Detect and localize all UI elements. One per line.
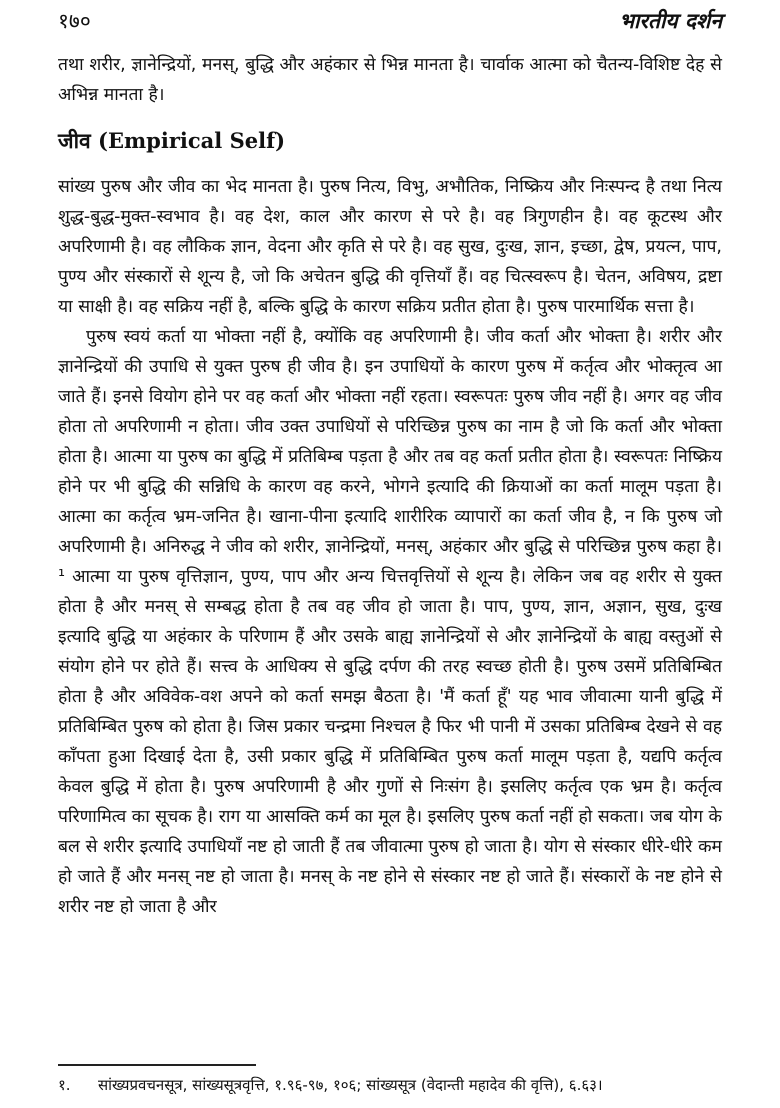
page-body (58, 50, 722, 922)
footnote-text: सांख्यप्रवचनसूत्र, सांख्यसूत्रवृत्ति, १.९६-९७, १०६; सांख्यसूत्र (वेदान्ती महादेव की वृत्ति), ६.६३। (98, 1076, 603, 1094)
section-heading (58, 118, 722, 164)
body-paragraph: सांख्य पुरुष और जीव का भेद मानता है। पुरुष नित्य, विभु, अभौतिक, निष्क्रिय और निःस्पन्द है तथा नित्य शुद्ध-बुद्ध-मुक्त-स्वभाव है। वह देश, काल और कारण से परे है। वह त्रिगुणहीन है। वह कूटस्थ और अपरिणामी है। वह लौकिक ज्ञान, वेदना और कृति से परे है। वह सुख, दुःख, ज्ञान, इच्छा, द्वेष, प्रयत्न, पाप, पुण्य और संस्कारों से शून्य है, जो कि अचेतन बुद्धि की वृत्तियाँ हैं। वह चित्स्वरूप है। चेतन, अविषय, द्रष्टा या साक्षी है। वह सक्रिय नहीं है, बल्कि बुद्धि के कारण सक्रिय प्रतीत होता है। पुरुष पारमार्थिक सत्ता है। (58, 177, 722, 317)
page-number: १७० (58, 9, 91, 33)
intro-paragraph: तथा शरीर, ज्ञानेन्द्रियों, मनस्, बुद्धि और अहंकार से भिन्न मानता है। चार्वाक आत्मा को चैतन्य-विशिष्ट देह से अभिन्न मानता है। (58, 55, 722, 105)
section-heading-hindi: जीव (58, 129, 91, 153)
section-heading-english: (Empirical Self) (98, 128, 286, 153)
book-title: भारतीय दर्शन (619, 9, 722, 33)
footnote-divider (58, 1064, 256, 1066)
footnote (58, 1074, 730, 1096)
footnote-marker: १. (58, 1076, 71, 1094)
running-header (58, 6, 722, 36)
body-paragraph: पुरुष स्वयं कर्ता या भोक्ता नहीं है, क्योंकि वह अपरिणामी है। जीव कर्ता और भोक्ता है। शरीर और ज्ञानेन्द्रियों की उपाधि से युक्त पुरुष ही जीव है। इन उपाधियों के कारण पुरुष में कर्तृत्व और भोक्तृत्व आ जाते हैं। इनसे वियोग होने पर वह कर्ता और भोक्ता नहीं रहता। स्वरूपतः पुरुष जीव नहीं है। अगर वह जीव होता तो अपरिणामी न होता। जीव उक्त उपाधियों से परिच्छिन्न पुरुष का नाम है जो कि कर्ता और भोक्ता होता है। आत्मा या पुरुष का बुद्धि में प्रतिबिम्ब पड़ता है और तब वह कर्ता प्रतीत होता है। स्वरूपतः निष्क्रिय होने पर भी बुद्धि की सन्निधि के कारण वह करने, भोगने इत्यादि की क्रियाओं का कर्ता मालूम पड़ता है। आत्मा का कर्तृत्व भ्रम-जनित है। खाना-पीना इत्यादि शारीरिक व्यापारों का कर्ता जीव है, न कि पुरुष जो अपरिणामी है। अनिरुद्ध ने जीव को शरीर, ज्ञानेन्द्रियों, मनस्, अहंकार और बुद्धि से परिच्छिन्न पुरुष कहा है।¹ आत्मा या पुरुष वृत्तिज्ञान, पुण्य, पाप और अन्य चित्तवृत्तियों से शून्य है। लेकिन जब वह शरीर से युक्त होता है और मनस् से सम्बद्ध होता है तब वह जीव हो जाता है। पाप, पुण्य, ज्ञान, अज्ञान, सुख, दुःख इत्यादि बुद्धि या अहंकार के परिणाम हैं और उसके बाह्य ज्ञानेन्द्रियों से और ज्ञानेन्द्रियों के बाह्य वस्तुओं से संयोग होने पर होते हैं। सत्त्व के आधिक्य से बुद्धि दर्पण की तरह स्वच्छ होती है। पुरुष उसमें प्रतिबिम्बित होता है और अविवेक-वश अपने को कर्ता समझ बैठता है। 'मैं कर्ता हूँ' यह भाव जीवात्मा यानी बुद्धि में प्रतिबिम्बित पुरुष को होता है। जिस प्रकार चन्द्रमा निश्चल है फिर भी पानी में उसका प्रतिबिम्ब देखने से वह काँपता हुआ दिखाई देता है, उसी प्रकार बुद्धि में प्रतिबिम्बित पुरुष कर्ता मालूम पड़ता है, यद्यपि कर्तृत्व केवल बुद्धि में होता है। पुरुष अपरिणामी है और गुणों से निःसंग है। इसलिए कर्तृत्व एक भ्रम है। कर्तृत्व परिणामित्व का सूचक है। राग या आसक्ति कर्म का मूल है। इसलिए पुरुष कर्ता नहीं हो सकता। जब योग के बल से शरीर इत्यादि उपाधियाँ नष्ट हो जाती हैं तब जीवात्मा पुरुष हो जाता है। योग से संस्कार धीरे-धीरे कम हो जाते हैं और मनस् नष्ट हो जाता है। मनस् के नष्ट होने से संस्कार नष्ट हो जाते हैं। संस्कारों के नष्ट होने से शरीर नष्ट हो जाता है और (58, 327, 722, 917)
